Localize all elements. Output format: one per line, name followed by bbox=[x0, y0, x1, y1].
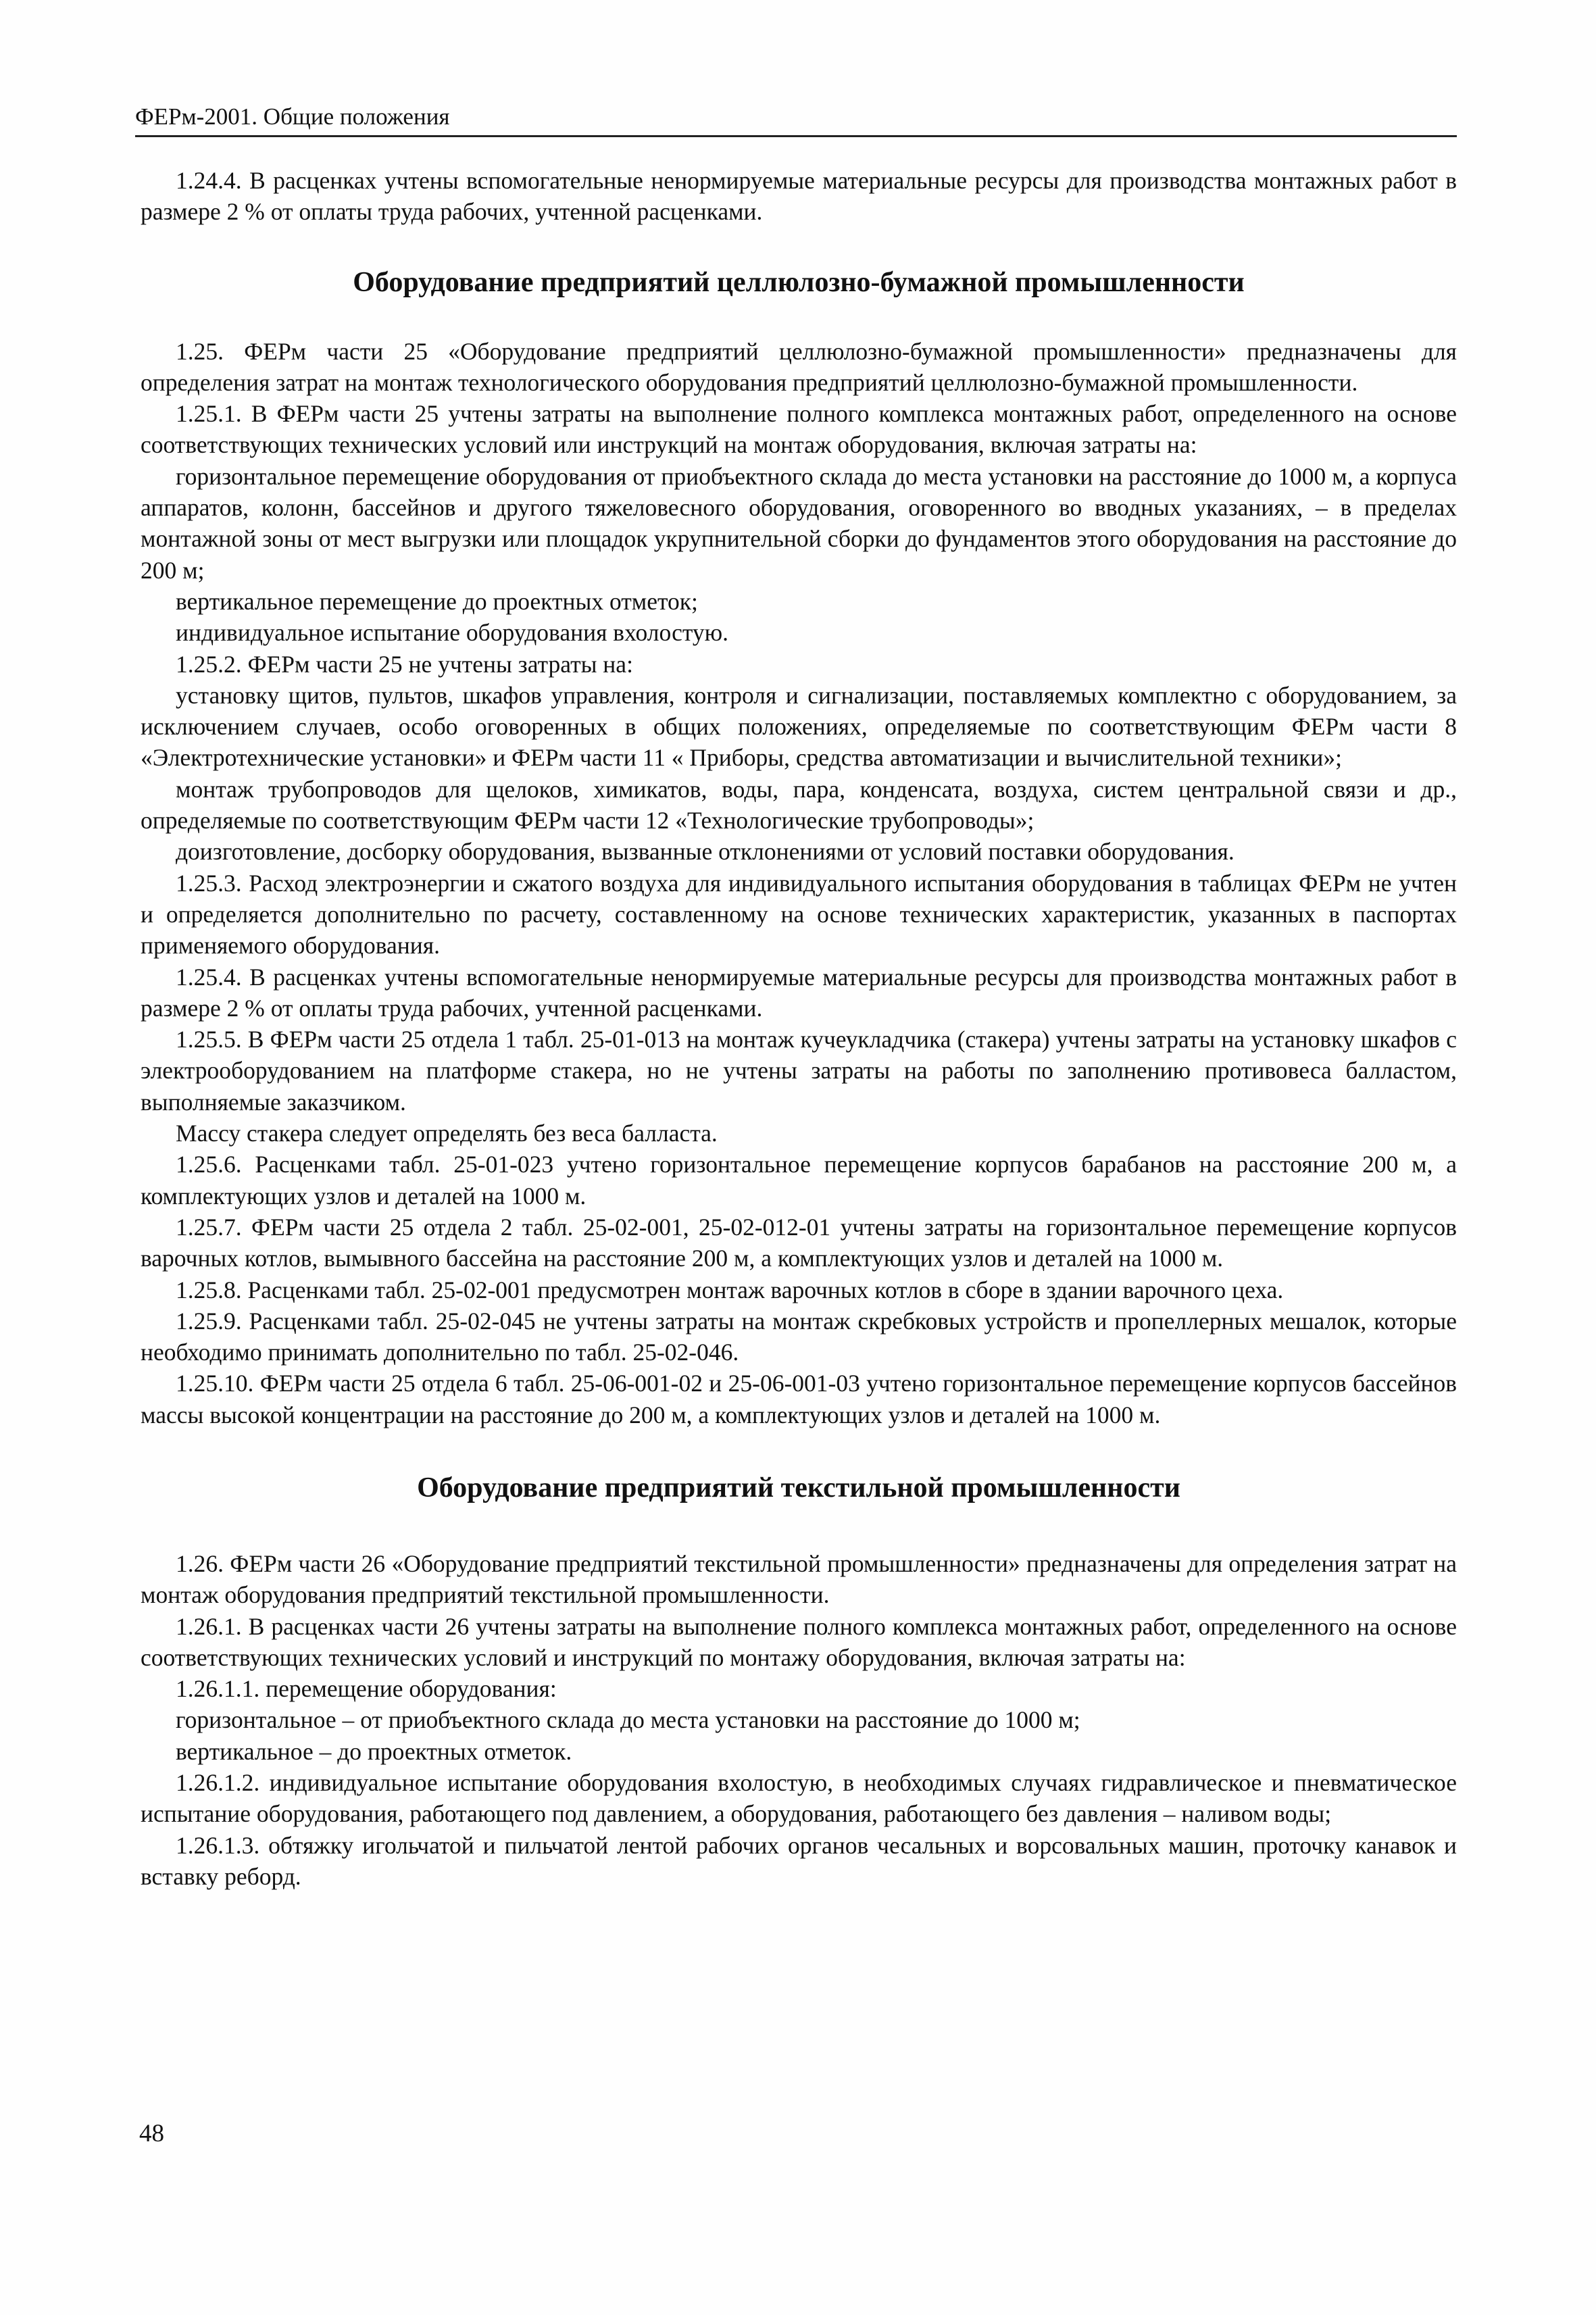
list-item-pipelines: монтаж трубопроводов для щелоков, химикатов, воды, пара, конденсата, воздуха, систем центральной связи и др., определяемые по соответствующим ФЕРм части 12 «Технологические трубопроводы»; bbox=[141, 775, 1457, 835]
paragraph-1-26-1: 1.26.1. В расценках части 26 учтены затраты на выполнение полного комплекса монтажных работ, определенного на основе соответствующих технических условий и инструкций по монтажу оборудования, включая затраты на: bbox=[141, 1612, 1457, 1671]
paragraph-1-25-3: 1.25.3. Расход электроэнергии и сжатого воздуха для индивидуального испытания оборудования в таблицах ФЕРм не учтен и определяется дополнительно по расчету, составленному на основе технических характеристик, указанных в паспортах применяемого оборудования. bbox=[141, 869, 1457, 960]
paragraph-1-26-1-2: 1.26.1.2. индивидуальное испытание оборудования вхолостую, в необходимых случаях гидравлическое и пневматическое испытание оборудования, работающего под давлением, а оборудования, работающего без давления – наливом воды; bbox=[141, 1769, 1457, 1828]
paragraph-1-25-6: 1.25.6. Расценками табл. 25-01-023 учтено горизонтальное перемещение корпусов барабанов на расстояние 200 м, а комплектующих узлов и деталей на 1000 м. bbox=[141, 1151, 1457, 1210]
paragraph-1-26-1-1: 1.26.1.1. перемещение оборудования: bbox=[176, 1675, 557, 1703]
list-item-idle-test: индивидуальное испытание оборудования вхолостую. bbox=[176, 619, 729, 647]
paragraph-1-25-5: 1.25.5. В ФЕРм части 25 отдела 1 табл. 25-01-013 на монтаж кучеукладчика (стакера) учтены затраты на установку шкафов с электрооборудованием на платформе стакера, но не учтены затраты на работы по заполнению противовеса балластом, выполняемые заказчиком. bbox=[141, 1026, 1457, 1116]
list-item-completion: доизготовление, досборку оборудования, вызванные отклонениями от условий поставки оборудования. bbox=[176, 838, 1235, 866]
paragraph-1-25-9: 1.25.9. Расценками табл. 25-02-045 не учтены затраты на монтаж скребковых устройств и пропеллерных мешалок, которые необходимо принимать дополнительно по табл. 25-02-046. bbox=[141, 1307, 1457, 1366]
document-body bbox=[141, 165, 1457, 1892]
paragraph-1-25-8: 1.25.8. Расценками табл. 25-02-001 предусмотрен монтаж варочных котлов в сборе в здании варочного цеха. bbox=[176, 1276, 1284, 1303]
list-item-vertical-move: вертикальное перемещение до проектных отметок; bbox=[176, 587, 698, 615]
list-item-horizontal-move: горизонтальное перемещение оборудования от приобъектного склада до места установки на расстояние до 1000 м, а корпуса аппаратов, колонн, бассейнов и другого тяжеловесного оборудования, оговоренного во вводных указаниях, – в пределах монтажной зоны от мест выгрузки или площадок укрупнительной сборки до фундаментов этого оборудования на расстояние до 200 м; bbox=[141, 462, 1457, 584]
running-header: ФЕРм-2001. Общие положения bbox=[135, 100, 1457, 137]
paragraph-1-25-7: 1.25.7. ФЕРм части 25 отдела 2 табл. 25-02-001, 25-02-012-01 учтены затраты на горизонтальное перемещение корпусов варочных котлов, вымывного бассейна на расстояние 200 м, а комплектующих узлов и деталей на 1000 м. bbox=[141, 1213, 1457, 1272]
list-item-horizontal: горизонтальное – от приобъектного склада до места установки на расстояние до 1000 м; bbox=[176, 1706, 1080, 1734]
paragraph-1-25-4: 1.25.4. В расценках учтены вспомогательные ненормируемые материальные ресурсы для производства монтажных работ в размере 2 % от оплаты труда рабочих, учтенной расценками. bbox=[141, 963, 1457, 1022]
list-item-panels: установку щитов, пультов, шкафов управления, контроля и сигнализации, поставляемых комплектно с оборудованием, за исключением случаев, особо оговоренных в общих положениях, определяемые по соответствующим ФЕРм части 8 «Электротехнические установки» и ФЕРм части 11 « Приборы, средства автоматизации и вычислительной техники»; bbox=[141, 681, 1457, 772]
paragraph-1-25-10: 1.25.10. ФЕРм части 25 отдела 6 табл. 25-06-001-02 и 25-06-001-03 учтено горизонтальное перемещение корпусов бассейнов массы высокой концентрации на расстояние до 200 м, а комплектующих узлов и деталей на 1000 м. bbox=[141, 1370, 1457, 1428]
paragraph-1-25: 1.25. ФЕРм части 25 «Оборудование предприятий целлюлозно-бумажной промышленности» предназначены для определения затрат на монтаж технологического оборудования предприятий целлюлозно-бумажной промышленности. bbox=[141, 337, 1457, 396]
paragraph-1-25-1: 1.25.1. В ФЕРм части 25 учтены затраты на выполнение полного комплекса монтажных работ, определенного на основе соответствующих технических условий или инструкций на монтаж оборудования, включая затраты на: bbox=[141, 400, 1457, 459]
list-item-vertical: вертикальное – до проектных отметок. bbox=[176, 1737, 572, 1765]
section-heading-pulp-paper: Оборудование предприятий целлюлозно-бумажной промышленности bbox=[353, 266, 1245, 298]
section-heading-textile: Оборудование предприятий текстильной промышленности bbox=[417, 1472, 1180, 1503]
paragraph-1-24-4: 1.24.4. В расценках учтены вспомогательные ненормируемые материальные ресурсы для производства монтажных работ в размере 2 % от оплаты труда рабочих, учтенной расценками. bbox=[141, 167, 1457, 226]
page-number: 48 bbox=[139, 2120, 164, 2147]
paragraph-1-26-1-3: 1.26.1.3. обтяжку игольчатой и пильчатой лентой рабочих органов чесальных и ворсовальных машин, проточку канавок и вставку реборд. bbox=[141, 1831, 1457, 1890]
paragraph-stacker-mass: Массу стакера следует определять без веса балласта. bbox=[176, 1120, 718, 1147]
paragraph-1-26: 1.26. ФЕРм части 26 «Оборудование предприятий текстильной промышленности» предназначены для определения затрат на монтаж оборудования предприятий текстильной промышленности. bbox=[141, 1549, 1457, 1609]
paragraph-1-25-2: 1.25.2. ФЕРм части 25 не учтены затраты на: bbox=[176, 650, 633, 678]
